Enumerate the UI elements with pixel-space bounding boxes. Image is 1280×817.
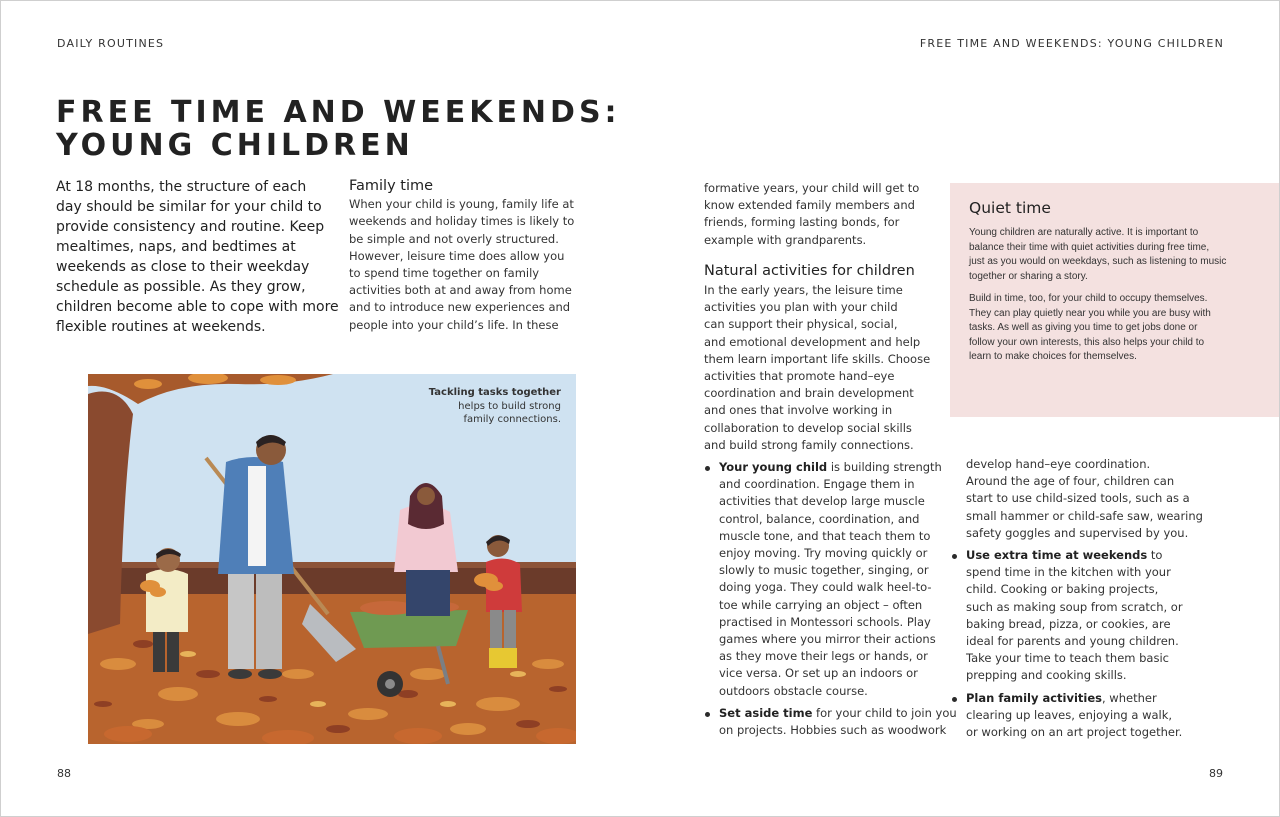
body-line: baking bread, pizza, or cookies, are xyxy=(966,616,1171,631)
natural-activities-heading: Natural activities for children xyxy=(704,262,915,279)
body-line: games where you mirror their actions xyxy=(719,632,936,647)
body-line: child. Cooking or baking projects, xyxy=(966,582,1159,597)
bullet-young-child xyxy=(704,459,944,700)
body-line: However, leisure time does allow you xyxy=(349,248,565,263)
body-line: friends, forming lasting bonds, for xyxy=(704,215,900,230)
body-line: In the early years, the leisure time xyxy=(704,283,903,298)
page-title xyxy=(56,96,621,162)
body-line: practised in Montessori schools. Play xyxy=(719,614,931,629)
body-line: enjoy moving. Try moving quickly or xyxy=(719,546,928,561)
quiet-time-paragraph-2 xyxy=(969,292,1211,365)
sidebar-line: tasks. As well as giving you time to get jobs done or xyxy=(969,322,1198,333)
bullet-lead-rest: is building strength xyxy=(827,460,942,475)
sidebar-line: learn to make choices for themselves. xyxy=(969,351,1137,362)
lead-line: At 18 months, the structure of each xyxy=(56,179,307,195)
bullet-lead-bold: Set aside time xyxy=(719,705,813,720)
body-line: small hammer or child-safe saw, wearing xyxy=(966,508,1203,523)
bullet-extra-time-weekends xyxy=(951,547,1191,685)
page-number-left: 88 xyxy=(57,767,71,780)
quiet-time-sidebar xyxy=(950,183,1280,417)
running-head-left: DAILY ROUTINES xyxy=(57,37,165,50)
lead-line: day should be similar for your child to xyxy=(56,199,322,215)
column-2 xyxy=(951,456,1203,741)
bullet-lead-bold: Plan family activities xyxy=(966,690,1102,705)
body-line: control, balance, coordination, and xyxy=(719,511,920,526)
body-line: and to introduce new experiences and xyxy=(349,300,571,315)
body-line: be simple and not overly structured. xyxy=(349,231,559,246)
body-line: them learn important life skills. Choose xyxy=(704,351,931,366)
body-line: ideal for parents and young children. xyxy=(966,634,1179,649)
lead-line: schedule as possible. As they grow, xyxy=(56,279,306,295)
sidebar-line: Build in time, too, for your child to occupy themselves. xyxy=(969,293,1208,304)
illustration-caption xyxy=(429,386,561,427)
body-line: activities you plan with your child xyxy=(704,300,898,315)
caption-line: Tackling tasks together xyxy=(428,387,561,398)
body-line: clearing up leaves, enjoying a walk, xyxy=(966,707,1173,722)
bullet-first-line xyxy=(719,705,957,722)
illustration-art xyxy=(88,374,576,744)
sidebar-line: just as you would on weekdays, such as listening to music xyxy=(969,256,1227,267)
body-line: toe while carrying an object – often xyxy=(719,597,923,612)
quiet-time-paragraph-1 xyxy=(969,226,1226,284)
body-line: safety goggles and supervised by you. xyxy=(966,525,1189,540)
body-line: can support their physical, social, xyxy=(704,317,898,332)
body-line: people into your child’s life. In these xyxy=(349,317,559,332)
family-time-heading: Family time xyxy=(349,178,434,194)
bullet-lead-rest: , whether xyxy=(1102,690,1157,705)
bullet-first-line xyxy=(719,459,944,476)
body-line: or working on an art project together. xyxy=(966,725,1183,740)
caption-line: family connections. xyxy=(463,414,561,425)
lead-line: mealtimes, naps, and bedtimes at xyxy=(56,239,296,255)
lead-line: flexible routines at weekends. xyxy=(56,319,266,335)
running-head-right: FREE TIME AND WEEKENDS: YOUNG CHILDREN xyxy=(919,37,1224,50)
body-line: on projects. Hobbies such as woodwork xyxy=(719,723,947,738)
bullet-lead-rest: to xyxy=(1147,548,1163,563)
sidebar-line: together or sharing a story. xyxy=(969,270,1088,282)
body-line: example with grandparents. xyxy=(704,232,867,247)
continued-bullet-text xyxy=(951,456,1203,542)
bullet-set-aside-time xyxy=(704,705,957,739)
body-line: and emotional development and help xyxy=(704,334,921,349)
body-line: doing yoga. They could walk heel-to- xyxy=(719,580,932,595)
lead-line: provide consistency and routine. Keep xyxy=(56,219,325,235)
bullet-lead-bold: Use extra time at weekends xyxy=(966,548,1148,563)
title-line-2: YOUNG CHILDREN xyxy=(56,128,414,163)
bullet-first-line xyxy=(966,690,1191,707)
body-line: start to use child-sized tools, such as a xyxy=(966,491,1190,506)
body-line: muscle tone, and that teach them to xyxy=(719,528,931,543)
sidebar-line: They can play quietly near you while you are busy with xyxy=(969,307,1211,319)
body-line: When your child is young, family life at xyxy=(349,197,574,212)
family-time-section xyxy=(349,178,579,334)
sidebar-line: follow your own interests, this also helps your child to xyxy=(969,336,1205,348)
body-line: Around the age of four, children can xyxy=(966,474,1175,489)
caption-line: helps to build strong xyxy=(458,400,561,412)
body-line: know extended family members and xyxy=(704,198,915,213)
column-1 xyxy=(704,180,957,739)
body-line: Take your time to teach them basic xyxy=(966,651,1169,666)
sidebar-line: Young children are naturally active. It is important to xyxy=(969,227,1199,238)
family-raking-leaves-illustration xyxy=(88,374,576,744)
body-line: activities both at and away from home xyxy=(349,283,572,298)
bullet-plan-family-activities xyxy=(951,690,1191,742)
title-line-1: FREE TIME AND WEEKENDS: xyxy=(56,95,621,130)
right-page xyxy=(640,0,1280,817)
body-line: outdoors obstacle course. xyxy=(719,683,868,698)
body-line: formative years, your child will get to xyxy=(704,181,920,195)
body-line: weekends and holiday times is likely to xyxy=(349,214,575,229)
body-line: activities that promote hand–eye xyxy=(704,369,895,384)
body-line: collaboration to develop social skills xyxy=(704,420,912,435)
body-line: such as making soup from scratch, or xyxy=(966,599,1183,614)
bullet-lead-rest: for your child to join you xyxy=(812,705,957,720)
body-line: slowly to music together, singing, or xyxy=(719,563,929,578)
sidebar-line: balance their time with quiet activities during free time, xyxy=(969,241,1210,253)
body-line: to spend time together on family xyxy=(349,266,540,281)
body-line: and ones that involve working in xyxy=(704,403,893,418)
body-line: as they move their legs or hands, or xyxy=(719,649,928,664)
quiet-time-heading: Quiet time xyxy=(969,199,1051,217)
body-line: coordination and brain development xyxy=(704,386,914,401)
body-line: activities that develop large muscle xyxy=(719,494,925,509)
body-line: and build strong family connections. xyxy=(704,437,914,452)
body-line: and coordination. Engage them in xyxy=(719,477,915,492)
lead-paragraph xyxy=(56,177,338,337)
bullet-first-line xyxy=(966,547,1191,564)
body-line: spend time in the kitchen with your xyxy=(966,565,1171,580)
body-line: vice versa. Or set up an indoors or xyxy=(719,666,918,681)
body-line: develop hand–eye coordination. xyxy=(966,457,1151,471)
bullet-lead-bold: Your young child xyxy=(719,460,828,475)
body-line: prepping and cooking skills. xyxy=(966,668,1127,683)
lead-line: children become able to cope with more xyxy=(56,299,339,315)
page-number-right: 89 xyxy=(1209,767,1223,780)
lead-line: weekends as close to their weekday xyxy=(56,259,310,275)
